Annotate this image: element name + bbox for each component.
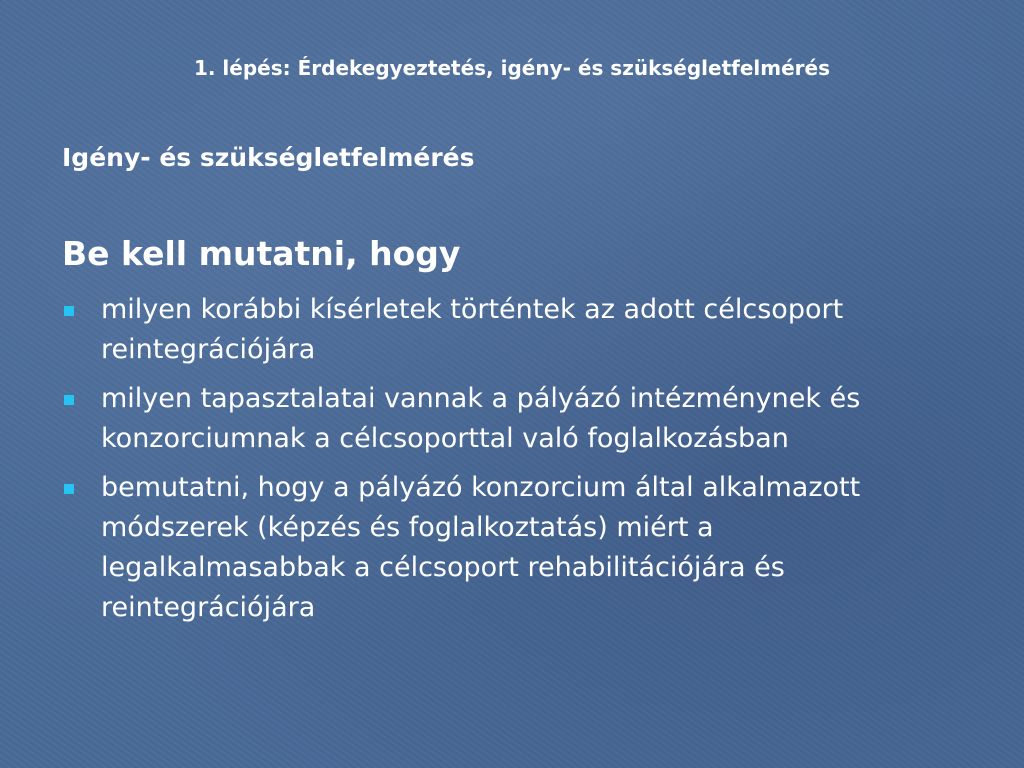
section-heading: Igény- és szükségletfelmérés xyxy=(62,143,475,172)
square-bullet-icon xyxy=(64,395,74,405)
bullet-text: milyen korábbi kísérletek történtek az adott célcsoport reintegrációjára xyxy=(101,294,844,365)
bullet-list xyxy=(62,290,962,637)
bullet-text: bemutatni, hogy a pályázó konzorcium által alkalmazott módszerek (képzés és foglalkoztatás) miért a legalkalmasabbak a célcsoport rehabilitációjára és reintegrációjára xyxy=(101,472,861,623)
bullet-item xyxy=(62,379,962,459)
square-bullet-icon xyxy=(64,306,74,316)
lead-heading: Be kell mutatni, hogy xyxy=(62,234,461,273)
bullet-text: milyen tapasztalatai vannak a pályázó intézménynek és konzorciumnak a célcsoporttal való foglalkozásban xyxy=(101,383,861,454)
slide-title: 1. lépés: Érdekegyeztetés, igény- és szükségletfelmérés xyxy=(193,56,831,80)
square-bullet-icon xyxy=(64,484,74,494)
bullet-item xyxy=(62,468,962,628)
bullet-item xyxy=(62,290,962,370)
